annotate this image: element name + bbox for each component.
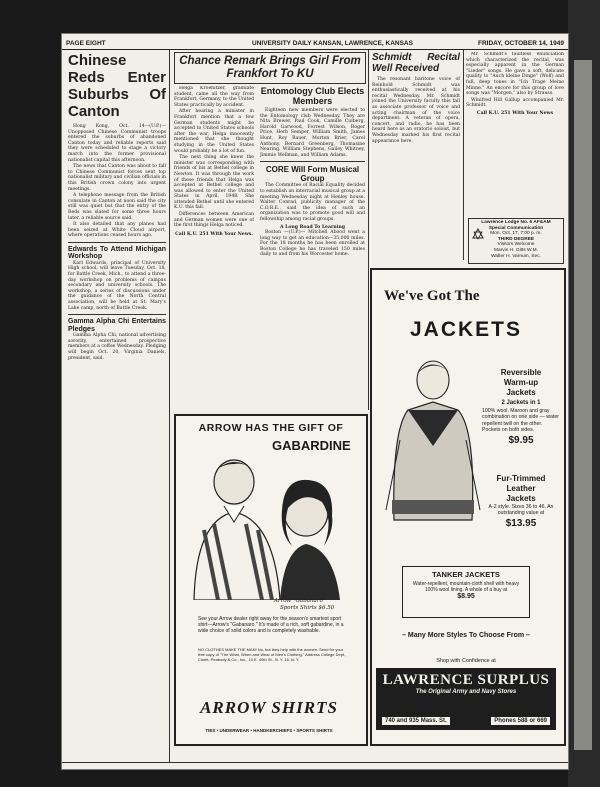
headline-gamma-alpha-chi: Gamma Alpha Chi Entertains Pledges <box>68 318 166 333</box>
call-ku-note: Call K.U. 251 With Your News <box>476 110 554 116</box>
tanker-price: $8.95 <box>457 593 475 600</box>
item1-title: Warm-up <box>503 378 539 387</box>
item1-title: Reversible <box>500 368 542 377</box>
store-phones: Phones 588 or 669 <box>491 717 550 725</box>
arrow-fine-print: NO CLOTHES MAKE THE MAN! No, but they help with the women. Send for your free copy of "The What, When and Wear of Men's Clothing." Address College Dept., Cluett, Peabody & Co., Inc., 10 E. 40th St., N. Y. 16, N. Y. <box>198 647 347 662</box>
lodge-line: THIRD DEGREE <box>497 236 535 242</box>
story1-paragraph: It also detailed that any planes had been seized at White Cloud airport, where operations ceased hours ago. <box>68 222 166 239</box>
tanker-description: Water-repellent, mountain-cloth shell with heavy 100% wool lining. A whole of a buy at <box>412 581 520 593</box>
column-4 <box>372 52 460 262</box>
item1-description: 100% wool. Maroon and gray combination on one side — water repellent twill on the other. Pockets on both sides. <box>482 408 559 434</box>
lodge-notice <box>468 218 564 264</box>
item2-title: Jackets <box>506 494 536 503</box>
adjacent-sheet <box>574 60 592 750</box>
arrow-headline-2: GABARDINE <box>272 438 351 453</box>
lodge-line: Visitors Welcome <box>497 242 535 248</box>
column-2 <box>174 86 254 406</box>
item2-block <box>482 474 560 529</box>
store-address: 740 and 935 Mass. St. <box>382 717 450 725</box>
item2-price: $13.95 <box>505 517 537 529</box>
arrow-caption-price: Sports Shirts $6.50 <box>280 605 335 611</box>
story7-body: The resonant baritone voice of Reinhold Schmidt was enthusiastically received at his recital Wednesday. Mr. Schmidt joined the University faculty this fall as associate professor of voice and acting chairman of the voice department. A veteran of opera, concert, and radio, he has been heard here as an oratorio soloist, but Wednesday marked his first recital appearance here. <box>372 77 460 144</box>
column-1 <box>68 52 166 752</box>
item2-title: Fur-Trimmed <box>496 474 546 483</box>
story4-paragraph: Differences between American and German women were one of the first things Helga noticed. <box>174 212 254 229</box>
headline-core: CORE Will Form Musical Group <box>265 165 360 184</box>
jackets-headline: JACKETS <box>409 318 523 341</box>
lodge-line: Walter H. Varnum, Sec. <box>491 253 541 259</box>
story6-body: The Committee of Racial Equality decided to establish an interracial musical group at a meeting Wednesday night at Henley house. Walter Conrad, publicity manager of the C.O.R.E., said the idea of such an organization was to promote good will and fellowship among racial groups. <box>260 183 365 222</box>
call-ku-note: Call K.U. 251 With Your News. <box>175 231 253 237</box>
item1-subtitle: 2 Jackets in 1 <box>501 400 541 406</box>
story1-paragraph: The news that Canton was about to fall to Chinese Communist forces sent top nationalist military and civilian officials in this British crown colony into urgent meetings. <box>68 164 166 192</box>
jackets-ad <box>370 268 566 746</box>
item1-price: $9.95 <box>508 434 534 446</box>
arrow-headline-1: ARROW HAS THE GIFT OF <box>198 422 344 434</box>
store-banner <box>376 668 556 730</box>
subhead-long-road: A Long Road To Learning <box>279 224 346 230</box>
lodge-line: Mon. Oct. 17, 7:00 p. m. <box>490 231 542 237</box>
arrow-caption: Arrow "Gabanaro" <box>274 598 326 604</box>
story2-body: Karl Edwards, principal of University High school, will leave Tuesday, Oct. 18, for Battle Creek, Mich., to attend a three-day workshop on problems of campus secondary and university schools. The workshop, a series of discussions under the guidance of the North Central association, will be held at St. Mary's Lake camp, north of Battle Creek. <box>68 260 166 311</box>
newspaper-page <box>62 34 568 769</box>
headline-helga: Chance Remark Brings Girl From Frankfort To KU <box>179 55 361 80</box>
arrow-illustration <box>184 450 354 600</box>
story3-body: Gamma Alpha Chi, national advertising sorority, entertained prospective members at a coffee Wednesday. Pledging will begin Oct. 20, Virginia Daniels, president, said. <box>68 333 166 361</box>
story4-paragraph: The next thing she knew the minister was corresponding with friends of his at Bethel college in Newton. It was through the work of these friends that Helga was accepted at Bethel college and was allowed to enter the United States in April, 1948. She attended Bethel until she entered K.U. this fall. <box>174 155 254 211</box>
story4-paragraph: Helga Kroenitzer, graduate student, came all the way from Frankfort, Germany, to the United States practically by accident. <box>174 86 254 108</box>
item2-title: Leather <box>506 484 536 493</box>
headline-chinese-reds: Chinese Reds Enter Suburbs Of Canton <box>68 52 166 120</box>
divider <box>68 314 166 315</box>
item1-block <box>482 368 560 446</box>
masthead <box>62 36 568 50</box>
arrow-shirts-ad <box>174 414 368 746</box>
headline-box-helga <box>174 52 366 84</box>
story1-paragraph: A telephone message from the British consulate in Canton at noon said the city still was quiet but that the entry of the Reds was slated for some three hours later, a reliable source said. <box>68 193 166 221</box>
store-name: LAWRENCE SURPLUS <box>382 672 550 688</box>
tanker-title: TANKER JACKETS <box>432 570 500 579</box>
column-3 <box>260 86 365 406</box>
page-number: PAGE EIGHT <box>66 40 106 47</box>
story4-paragraph: After hearing a minister in Frankfort mention that a few German students might be accepted to United States schools after the war, Helga innocently mentioned that she thought studying in the United States would probably be a lot of fun. <box>174 109 254 154</box>
column-rule <box>169 50 170 762</box>
story5-body: Eighteen new members were elected to the Entomology club Wednesday. They are Nita Brewer, Paul Cook, Camille Culberg, Harold Garwood, Forrest Wilson, Roger Price, Herb Semper, William Smith, James Hunt, Roy Bauer, Morton Brier, Carol Anthony, Bernard Greenberg, Thomasine Nearing, William Stephens, Gailey Whitney, Jimmie Wellman, and William Adams. <box>260 108 365 158</box>
lodge-line: Marvin H. Gitts W.M. <box>494 247 538 253</box>
story6-sub-body: Boston —(U.P.)— Mitchell Abood went a long way to get an education—35,000 miles. For the 18 months he has been enrolled at Boston College he has traveled 150 miles daily to and from his Worcester home. <box>260 230 365 258</box>
item1-title: Jackets <box>506 388 536 397</box>
lodge-title: Lawrence Lodge No. 6 AF&AM <box>481 220 551 225</box>
headline-entomology: Entomology Club Elects Members <box>260 86 365 106</box>
lodge-line: Special Communication <box>488 225 544 231</box>
story1-lead: Hong Kong, Oct. 14—(U.P.)—Unopposed Chinese Communist troops entered the suburbs of abandoned Canton today and reliable reports said they were scheduled to stage a victory march into the former provisional nationalist capital this afternoon. <box>68 124 166 163</box>
store-tagline: The Original Army and Navy Stores <box>415 689 517 695</box>
column-rule <box>368 50 369 410</box>
column-rule <box>463 50 464 260</box>
more-styles: – Many More Styles To Choose From – <box>402 632 530 639</box>
paper-name: UNIVERSITY DAILY KANSAN, LAWRENCE, KANSAS <box>252 40 413 47</box>
headline-edwards: Edwards To Attend Michigan Workshop <box>68 245 166 261</box>
page-edge <box>568 0 600 787</box>
story8-paragraph: Mr. Schmidt's faultless enunciation which characterized the recital, was especially apparent in the German "Lieder" songs. He gave a soft, delicate quality to "Auch kleine Dinge" (Wolf) and full, deep tones in "Ich Trage Meine Minne." An encore for this group of love songs was "Morgen," also by Strauss. <box>466 52 564 97</box>
bottom-rule <box>62 762 568 763</box>
headline-schmidt: Schmidt Recital Well Received <box>372 52 460 74</box>
tanker-box <box>402 566 530 618</box>
masonic-emblem-icon <box>472 228 484 240</box>
jacket-man-illustration <box>378 350 488 530</box>
divider <box>260 161 365 162</box>
item2-description: A-2 style. Sizes 36 to 46. An outstanding value at <box>488 504 554 517</box>
jackets-intro: We've Got The <box>384 288 480 304</box>
shop-confidence: Shop with Confidence at <box>436 658 496 664</box>
arrow-body: See your Arrow dealer right away for the season's smartest sport shirt—Arrow's "Gabanaro." It's made of a rich, soft gabardine, in a wide choice of solid colors and is completely washable. <box>198 616 344 634</box>
arrow-brand: ARROW SHIRTS <box>200 698 338 717</box>
column-5 <box>466 52 564 212</box>
issue-date: FRIDAY, OCTOBER 14, 1949 <box>478 40 564 47</box>
divider <box>68 242 166 243</box>
arrow-footer: TIES • UNDERWEAR • HANDKERCHIEFS • SPORTS SHIRTS <box>205 728 333 733</box>
story8-paragraph: Winifred Hill Gallup accompanied Mr. Schmidt. <box>466 97 564 109</box>
